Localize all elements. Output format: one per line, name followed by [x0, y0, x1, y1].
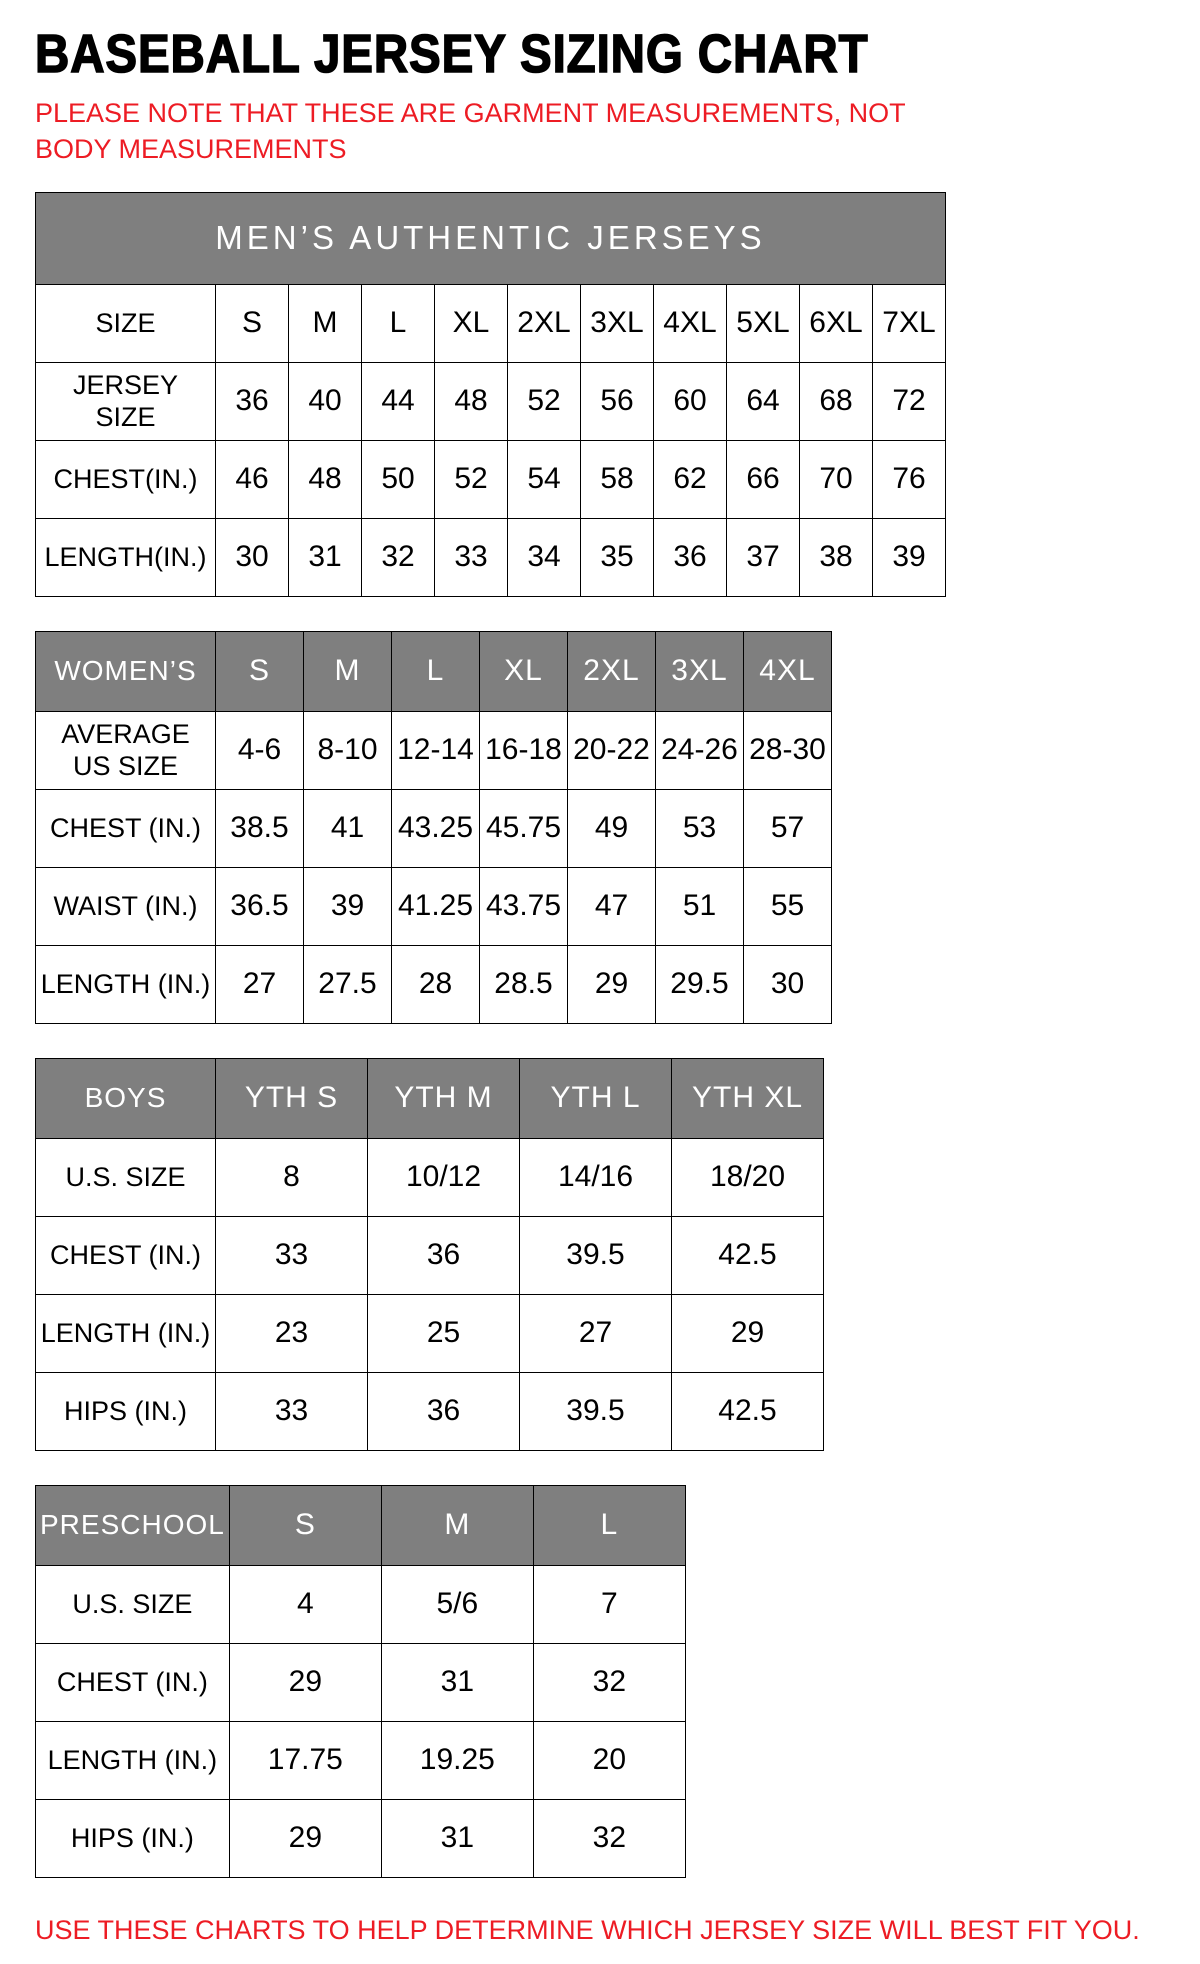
cell-value: 39.5 — [520, 1372, 672, 1450]
table-row — [36, 867, 832, 945]
cell-value: 41 — [304, 789, 392, 867]
cell-value: 4 — [229, 1565, 381, 1643]
cell-value: 45.75 — [480, 789, 568, 867]
cell-value: 44 — [362, 362, 435, 440]
cell-value: 43.25 — [392, 789, 480, 867]
size-column-header: YTH S — [216, 1058, 368, 1138]
table-header-row — [36, 1058, 824, 1138]
cell-value: S — [216, 284, 289, 362]
cell-value: 50 — [362, 440, 435, 518]
table-row — [36, 1799, 686, 1877]
cell-value: 4XL — [654, 284, 727, 362]
table-row — [36, 1643, 686, 1721]
cell-value: 51 — [656, 867, 744, 945]
cell-value: 30 — [744, 945, 832, 1023]
row-label: JERSEY SIZE — [36, 362, 216, 440]
row-label: HIPS (IN.) — [36, 1799, 230, 1877]
size-column-header: 2XL — [568, 631, 656, 711]
page-title: BASEBALL JERSEY SIZING CHART — [35, 24, 869, 84]
cell-value: 57 — [744, 789, 832, 867]
size-column-header: S — [216, 631, 304, 711]
cell-value: 27 — [216, 945, 304, 1023]
garment-measurements-note: PLEASE NOTE THAT THESE ARE GARMENT MEASUREMENTS, NOT BODY MEASUREMENTS — [35, 97, 906, 165]
cell-value: 8-10 — [304, 711, 392, 789]
table-row — [36, 1138, 824, 1216]
cell-value: 54 — [508, 440, 581, 518]
row-label: LENGTH(IN.) — [36, 518, 216, 596]
cell-value: 28-30 — [744, 711, 832, 789]
mens-sizing-table — [35, 192, 946, 597]
cell-value: 38.5 — [216, 789, 304, 867]
cell-value: 48 — [289, 440, 362, 518]
cell-value: 36.5 — [216, 867, 304, 945]
cell-value: 37 — [727, 518, 800, 596]
cell-value: 2XL — [508, 284, 581, 362]
cell-value: 39 — [873, 518, 946, 596]
cell-value: 62 — [654, 440, 727, 518]
size-column-header: 3XL — [656, 631, 744, 711]
cell-value: 43.75 — [480, 867, 568, 945]
cell-value: 29 — [229, 1799, 381, 1877]
table-row — [36, 1372, 824, 1450]
cell-value: L — [362, 284, 435, 362]
cell-value: 24-26 — [656, 711, 744, 789]
cell-value: 27 — [520, 1294, 672, 1372]
cell-value: 10/12 — [368, 1138, 520, 1216]
cell-value: 42.5 — [672, 1216, 824, 1294]
row-label: CHEST (IN.) — [36, 1216, 216, 1294]
size-column-header: M — [304, 631, 392, 711]
table-row — [36, 1565, 686, 1643]
row-label: CHEST(IN.) — [36, 440, 216, 518]
mens-table-title: MEN’S AUTHENTIC JERSEYS — [36, 192, 946, 284]
cell-value: 36 — [654, 518, 727, 596]
cell-value: 76 — [873, 440, 946, 518]
table-row — [36, 945, 832, 1023]
cell-value: 17.75 — [229, 1721, 381, 1799]
cell-value: 68 — [800, 362, 873, 440]
cell-value: 31 — [289, 518, 362, 596]
cell-value: 7 — [533, 1565, 685, 1643]
cell-value: 34 — [508, 518, 581, 596]
cell-value: 12-14 — [392, 711, 480, 789]
table-header-row — [36, 1485, 686, 1565]
cell-value: 23 — [216, 1294, 368, 1372]
cell-value: 3XL — [581, 284, 654, 362]
table-row — [36, 1721, 686, 1799]
table-row — [36, 789, 832, 867]
cell-value: 20-22 — [568, 711, 656, 789]
row-label: SIZE — [36, 284, 216, 362]
cell-value: 5XL — [727, 284, 800, 362]
row-label: WAIST (IN.) — [36, 867, 216, 945]
row-label: U.S. SIZE — [36, 1565, 230, 1643]
size-column-header: YTH L — [520, 1058, 672, 1138]
cell-value: 25 — [368, 1294, 520, 1372]
cell-value: 16-18 — [480, 711, 568, 789]
cell-value: 52 — [508, 362, 581, 440]
cell-value: 29 — [672, 1294, 824, 1372]
size-column-header: YTH M — [368, 1058, 520, 1138]
cell-value: XL — [435, 284, 508, 362]
preschool-sizing-table — [35, 1485, 686, 1878]
cell-value: 58 — [581, 440, 654, 518]
cell-value: 28 — [392, 945, 480, 1023]
table-header-row — [36, 631, 832, 711]
size-column-header: L — [533, 1485, 685, 1565]
row-label: HIPS (IN.) — [36, 1372, 216, 1450]
cell-value: 28.5 — [480, 945, 568, 1023]
cell-value: 27.5 — [304, 945, 392, 1023]
size-column-header: M — [381, 1485, 533, 1565]
row-label: LENGTH (IN.) — [36, 1294, 216, 1372]
cell-value: 18/20 — [672, 1138, 824, 1216]
sizing-tables — [35, 192, 1165, 1878]
cell-value: 39 — [304, 867, 392, 945]
cell-value: 64 — [727, 362, 800, 440]
cell-value: 36 — [368, 1372, 520, 1450]
row-label: U.S. SIZE — [36, 1138, 216, 1216]
cell-value: 19.25 — [381, 1721, 533, 1799]
cell-value: 31 — [381, 1799, 533, 1877]
row-label: CHEST (IN.) — [36, 1643, 230, 1721]
fit-guidance-note: USE THESE CHARTS TO HELP DETERMINE WHICH JERSEY SIZE WILL BEST FIT YOU. — [35, 1914, 1140, 1945]
cell-value: 55 — [744, 867, 832, 945]
table-row — [36, 1294, 824, 1372]
cell-value: 36 — [216, 362, 289, 440]
cell-value: 29 — [568, 945, 656, 1023]
cell-value: 30 — [216, 518, 289, 596]
cell-value: 48 — [435, 362, 508, 440]
cell-value: 6XL — [800, 284, 873, 362]
table-row — [36, 440, 946, 518]
size-column-header: YTH XL — [672, 1058, 824, 1138]
cell-value: 32 — [362, 518, 435, 596]
cell-value: 29 — [229, 1643, 381, 1721]
table-row — [36, 518, 946, 596]
size-column-header: XL — [480, 631, 568, 711]
boys-table-title: BOYS — [36, 1058, 216, 1138]
cell-value: 41.25 — [392, 867, 480, 945]
cell-value: 5/6 — [381, 1565, 533, 1643]
cell-value: 70 — [800, 440, 873, 518]
cell-value: 8 — [216, 1138, 368, 1216]
womens-sizing-table — [35, 631, 832, 1024]
cell-value: 33 — [216, 1372, 368, 1450]
cell-value: 47 — [568, 867, 656, 945]
cell-value: 31 — [381, 1643, 533, 1721]
row-label: CHEST (IN.) — [36, 789, 216, 867]
cell-value: 66 — [727, 440, 800, 518]
table-row — [36, 711, 832, 789]
cell-value: 52 — [435, 440, 508, 518]
row-label: LENGTH (IN.) — [36, 1721, 230, 1799]
table-row — [36, 284, 946, 362]
cell-value: 20 — [533, 1721, 685, 1799]
cell-value: 35 — [581, 518, 654, 596]
cell-value: 46 — [216, 440, 289, 518]
preschool-table-title: PRESCHOOL — [36, 1485, 230, 1565]
cell-value: 42.5 — [672, 1372, 824, 1450]
cell-value: M — [289, 284, 362, 362]
cell-value: 40 — [289, 362, 362, 440]
cell-value: 32 — [533, 1799, 685, 1877]
womens-table-title: WOMEN’S — [36, 631, 216, 711]
cell-value: 32 — [533, 1643, 685, 1721]
cell-value: 7XL — [873, 284, 946, 362]
cell-value: 33 — [216, 1216, 368, 1294]
table-row — [36, 1216, 824, 1294]
cell-value: 39.5 — [520, 1216, 672, 1294]
cell-value: 56 — [581, 362, 654, 440]
cell-value: 36 — [368, 1216, 520, 1294]
cell-value: 33 — [435, 518, 508, 596]
cell-value: 53 — [656, 789, 744, 867]
size-column-header: L — [392, 631, 480, 711]
row-label: AVERAGE US SIZE — [36, 711, 216, 789]
cell-value: 60 — [654, 362, 727, 440]
size-column-header: 4XL — [744, 631, 832, 711]
boys-sizing-table — [35, 1058, 824, 1451]
table-row — [36, 362, 946, 440]
cell-value: 29.5 — [656, 945, 744, 1023]
cell-value: 14/16 — [520, 1138, 672, 1216]
cell-value: 49 — [568, 789, 656, 867]
cell-value: 72 — [873, 362, 946, 440]
cell-value: 4-6 — [216, 711, 304, 789]
cell-value: 38 — [800, 518, 873, 596]
size-column-header: S — [229, 1485, 381, 1565]
row-label: LENGTH (IN.) — [36, 945, 216, 1023]
table-banner-row — [36, 192, 946, 284]
